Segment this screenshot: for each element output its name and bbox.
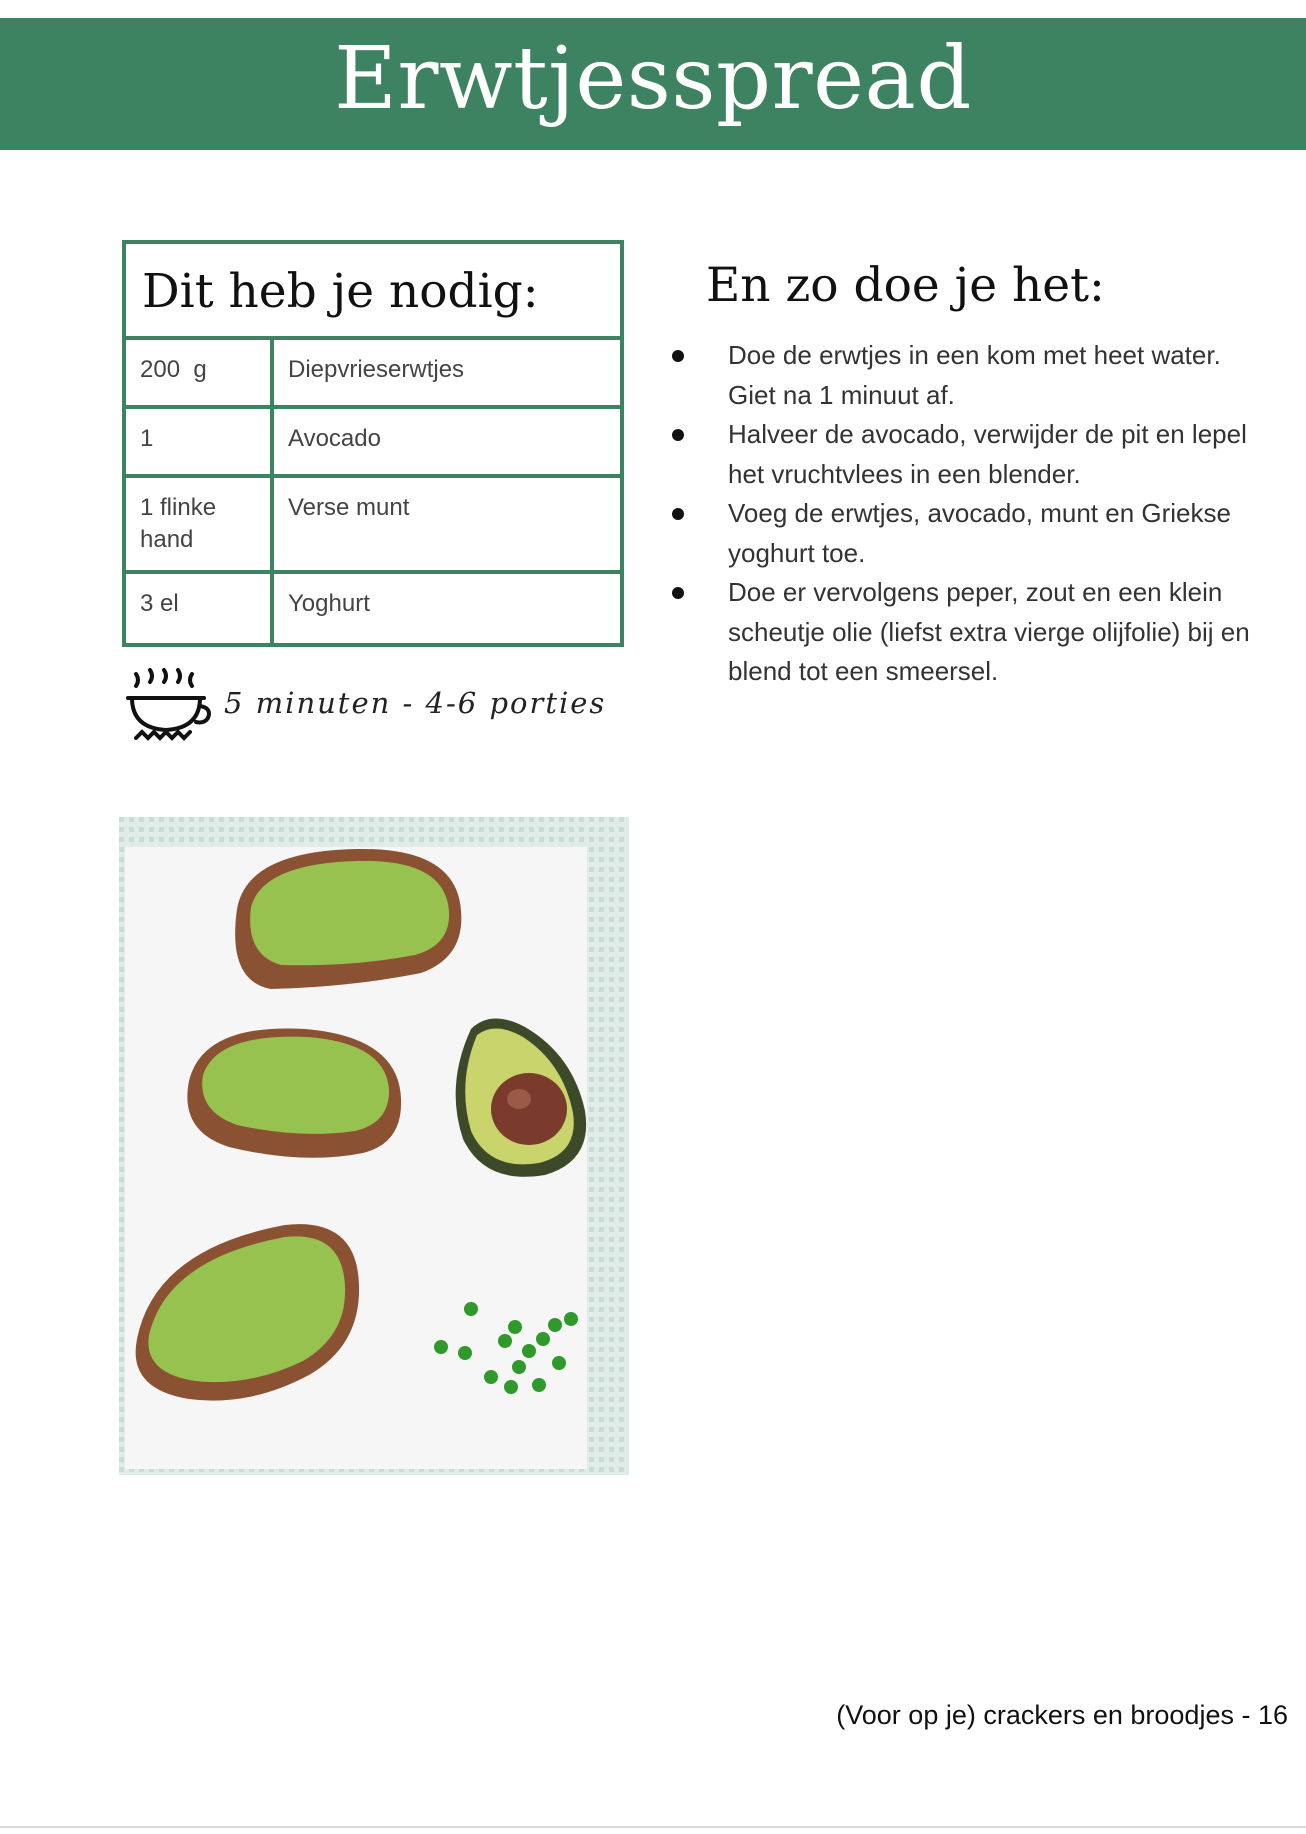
cooking-pot-icon	[122, 664, 212, 748]
ingredient-name: Avocado	[288, 425, 381, 452]
step-text: Voeg de erwtjes, avocado, munt en Griekse yoghurt toe.	[728, 498, 1231, 568]
method-step	[666, 494, 1266, 573]
ingredients-table	[122, 240, 624, 647]
ingredient-row	[126, 340, 620, 409]
prep-time-servings: 5 minuten - 4-6 porties	[224, 686, 607, 720]
ingredient-quantity: 1 flinke hand	[126, 478, 274, 570]
method-title: En zo doe je het:	[706, 258, 1105, 313]
divider	[0, 1826, 1306, 1828]
method-step	[666, 336, 1266, 415]
ingredients-title: Dit heb je nodig:	[126, 244, 620, 340]
ingredient-quantity: 1	[126, 409, 274, 474]
step-text: Doe er vervolgens peper, zout en een klein scheutje olie (liefst extra vierge olijfolie) bij en blend tot een smeersel.	[728, 577, 1250, 686]
ingredient-quantity: 3 el	[126, 574, 274, 643]
bread-slice	[235, 849, 461, 989]
method-steps	[666, 336, 1266, 692]
ingredient-quantity: 200 g	[126, 340, 274, 405]
page-title: Erwtjesspread	[334, 29, 972, 129]
bread-slice	[187, 1028, 401, 1157]
ingredient-row	[126, 409, 620, 478]
ingredient-row	[126, 574, 620, 643]
bullet-icon	[672, 587, 684, 599]
page-footer: (Voor op je) crackers en broodjes - 16	[836, 1700, 1288, 1730]
method-step	[666, 415, 1266, 494]
bullet-icon	[672, 429, 684, 441]
method-step	[666, 573, 1266, 692]
ingredient-name: Diepvrieserwtjes	[288, 356, 465, 383]
ingredient-name: Verse munt	[288, 494, 410, 521]
bullet-icon	[672, 350, 684, 362]
ingredient-name: Yoghurt	[288, 590, 370, 617]
ingredient-row	[126, 478, 620, 574]
prep-info	[122, 664, 642, 748]
step-text: Halveer de avocado, verwijder de pit en lepel het vruchtvlees in een blender.	[728, 419, 1247, 489]
bullet-icon	[672, 508, 684, 520]
step-text: Doe de erwtjes in een kom met heet water. Giet na 1 minuut af.	[728, 340, 1221, 410]
recipe-photo	[119, 817, 629, 1475]
